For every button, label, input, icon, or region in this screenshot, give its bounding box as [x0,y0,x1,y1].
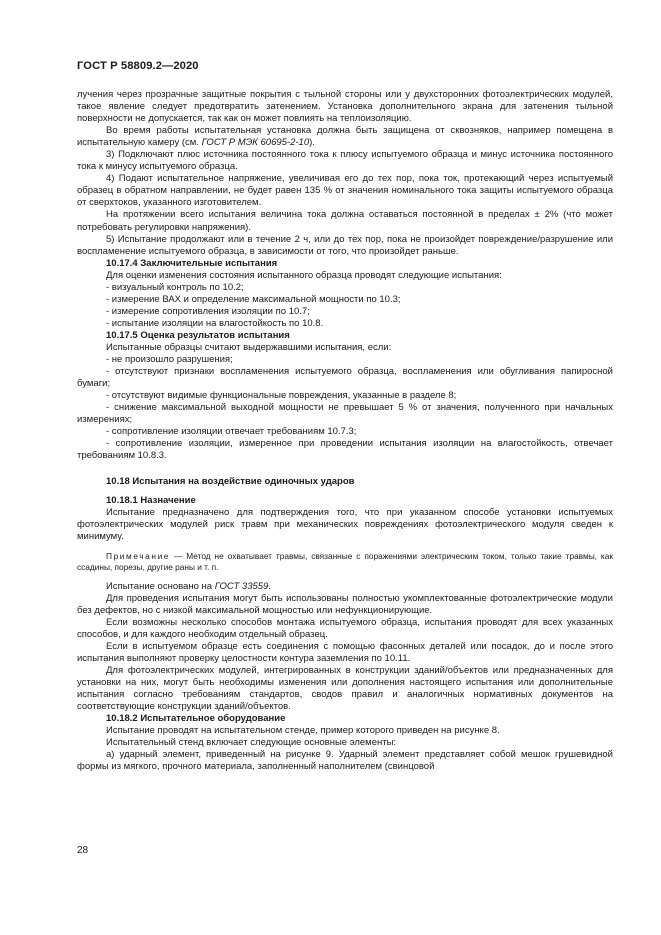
paragraph: Для проведения испытания могут быть использованы полностью укомплектованные фотоэлектрические модули без дефектов, но с низкой максимальной мощностью или нефункционирующие. [77,592,613,616]
paragraph: 3) Подключают плюс источника постоянного тока к плюсу испытуемого образца и минус источника постоянного тока к минусу испытуемого образца. [77,149,613,173]
section-heading: 10.18 Испытания на воздействие одиночных ударов [106,476,355,488]
paragraph: На протяжении всего испытания величина тока должна оставаться постоянной в пределах ± 2% (что может потребовать регулировки напряжения). [77,209,613,233]
note [77,551,613,573]
standard-reference: ГОСТ Р МЭК 60695-2-10 [201,137,310,149]
list-item: - испытание изоляции на влагостойкость по 10.8. [106,317,324,329]
document-header: ГОСТ Р 58809.2—2020 [77,60,199,72]
page-body [77,89,613,773]
standard-reference: ГОСТ 33559 [214,580,269,592]
paragraph: 5) Испытание продолжают или в течение 2 ч, или до тех пор, пока не произойдет повреждение/разрушение или воспламенение испытуемого образца, в зависимости от того, что произойдет раньше. [77,233,613,257]
text-run: ). [309,137,315,149]
paragraph: лучения через прозрачные защитные покрытия с тыльной стороны или у двухсторонних фотоэлектрических модулей, такое явление следует предотвратить затенением. Установка дополнительного экрана для затенения тыльной поверхности не допускается, так как он может повлиять на теплоизоляцию. [77,89,613,125]
paragraph: Для фотоэлектрических модулей, интегрированных в конструкции зданий/объектов или предназначенных для установки на них, могут быть необходимы изменения или дополнения настоящего испытания или дополнительные испытания согласно требованиям стандартов, сводов правил и аналогичных нормативных документов на соответствующие конструкции зданий/объектов. [77,665,613,713]
paragraph: Испытание проводят на испытательном стенде, пример которого приведен на рисунке 8. [106,725,500,737]
paragraph: Испытание предназначено для подтверждения того, что при указанном способе установки испытуемых фотоэлектрических модулей риск травм при механических повреждениях фотоэлектрического модуля сведен к минимуму. [77,506,613,542]
list-item: - отсутствуют признаки воспламенения испытуемого образца, воспламенения или обугливания папиросной бумаги; [77,366,613,390]
list-item: - сопротивление изоляции, измеренное при проведении испытания изоляции на влагостойкость, отвечает требованиям 10.8.3. [77,438,613,462]
paragraph: Испытанные образцы считают выдержавшими испытания, если: [106,341,392,353]
subsection-heading: 10.18.2 Испытательное оборудование [106,713,286,725]
list-item: - снижение максимальной выходной мощности не превышает 5 % от значения, полученного при начальных измерениях; [77,402,613,426]
note-text: — Метод не охватывает травмы, связанные с поражениями электрическим током, только такие травмы, как ссадины, порезы, другие раны и т. п. [77,550,613,572]
list-item: - измерение сопротивления изоляции по 10.7; [106,305,310,317]
text-run: . [268,580,271,592]
list-item: - измерение ВАХ и определение максимальной мощности по 10.3; [106,293,401,305]
paragraph: а) ударный элемент, приведенный на рисунке 9. Ударный элемент представляет собой мешок грушевидной формы из мягкого, прочного материала, заполненный наполнителем (свинцовой [77,749,613,773]
paragraph [77,581,613,593]
list-item: - визуальный контроль по 10.2; [106,281,244,293]
subsection-heading: 10.17.4 Заключительные испытания [106,257,278,269]
text-run: Испытание основано на [106,580,215,592]
paragraph: Если возможны несколько способов монтажа испытуемого образца, испытания проводят для всех указанных способов, и для каждого необходим отдельный образец. [77,616,613,640]
page-number: 28 [77,845,89,856]
text-run: Во время работы испытательная установка должна быть защищена от сквозняков, например помещена в испытательную камеру (см. [77,125,613,149]
note-label: Примечание [106,550,171,561]
paragraph: Испытательный стенд включает следующие основные элементы: [106,737,397,749]
list-item: - не произошло разрушения; [106,354,233,366]
list-item: - отсутствуют видимые функциональные повреждения, указанные в разделе 8; [106,390,457,402]
list-item: - сопротивление изоляции отвечает требованиям 10.7.3; [106,426,357,438]
paragraph: 4) Подают испытательное напряжение, увеличивая его до тех пор, пока ток, протекающий через испытуемый образец в обратном направлении, не будет равен 135 % от значения номинального тока защиты испытуемого образца от сверхтоков, указанного изготовителем. [77,173,613,209]
subsection-heading: 10.18.1 Назначение [106,494,196,506]
paragraph: Если в испытуемом образце есть соединения с помощью фасонных деталей или посадок, до и после этого испытания выполняют проверку целостности контура заземления по 10.11. [77,640,613,664]
paragraph: Для оценки изменения состояния испытанного образца проводят следующие испытания: [106,269,502,281]
paragraph [77,125,613,149]
subsection-heading: 10.17.5 Оценка результатов испытания [106,329,290,341]
